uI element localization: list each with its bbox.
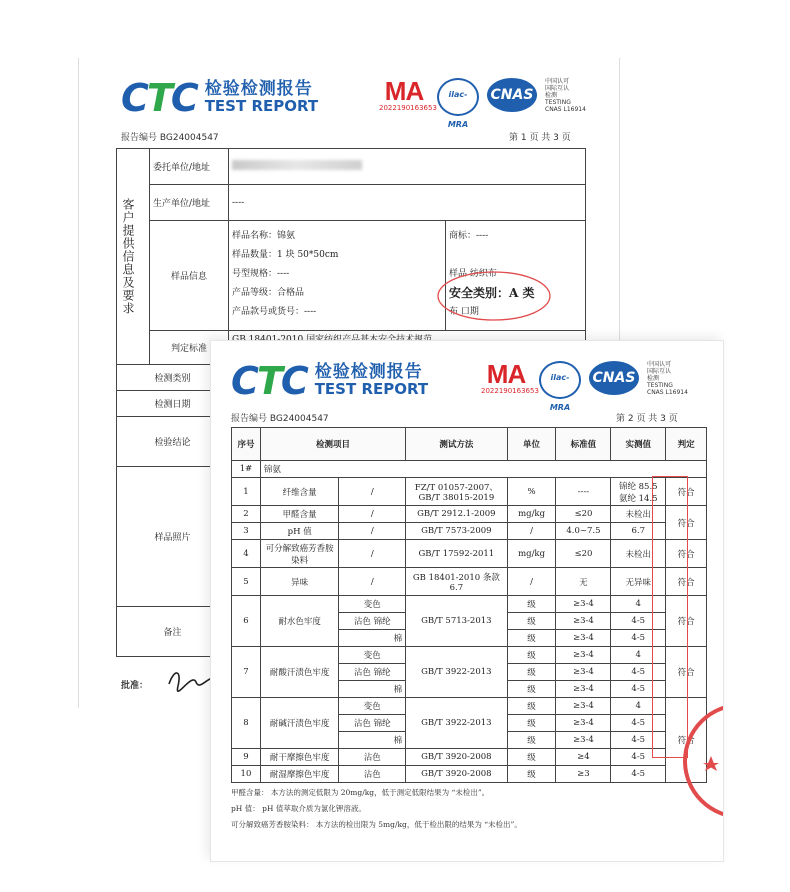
cell-val: 4 — [611, 698, 666, 715]
cell-method: GB/T 3920-2008 — [406, 766, 508, 783]
table-row — [232, 766, 707, 783]
cnas-note-line: 中国认可 — [647, 361, 672, 368]
approver-label: 批准： — [121, 681, 149, 691]
cell-method: GB 18401-2010 条款 6.7 — [406, 568, 508, 596]
nylon-label: 锦纶 — [373, 719, 391, 729]
photo-label: 样品照片 — [117, 467, 229, 607]
cell-std: ≥3-4 — [556, 715, 611, 732]
cell-val: 4-5 — [611, 749, 666, 766]
sample-grade: 产品等级：合格品 — [232, 288, 305, 298]
sample-category-partial: 样品 纺织布 — [449, 269, 497, 279]
cell-unit: 级 — [507, 698, 556, 715]
cell-method: FZ/T 01057-2007、GB/T 38015-2019 — [406, 478, 508, 506]
cnas-note-line: CNAS L16914 — [647, 389, 688, 396]
sample-style-no: 产品款号或货号：---- — [232, 307, 317, 317]
cnas-note-line: CNAS L16914 — [545, 106, 586, 113]
cell-item: 甲醛含量 — [260, 506, 339, 523]
cell-std: ≥3-4 — [556, 698, 611, 715]
cell-verdict: 符合 — [666, 698, 707, 783]
cell-std: ---- — [556, 478, 611, 506]
ilac-badge: ilac-MRA — [437, 78, 479, 116]
col-method: 测试方法 — [406, 428, 508, 461]
stain-label: 沾色 — [353, 617, 371, 627]
ilac-badge: ilac-MRA — [539, 361, 581, 399]
title-en: TEST REPORT — [314, 380, 429, 399]
cell-method: GB/T 3920-2008 — [406, 749, 508, 766]
cell-std: ≥4 — [556, 749, 611, 766]
cnas-note-line: TESTING — [545, 99, 571, 106]
col-val: 实测值 — [611, 428, 666, 461]
cell-item: 耐湿摩擦色牢度 — [260, 766, 339, 783]
cell-std: ≤20 — [556, 540, 611, 568]
cell-no: 6 — [232, 596, 261, 647]
test-results-table — [231, 427, 707, 783]
table-row — [232, 749, 707, 766]
sample-qty: 样品数量：1 块 50*50cm — [232, 250, 339, 260]
cell-std: ≥3-4 — [556, 647, 611, 664]
accreditation-badges — [379, 76, 586, 129]
cell-method: GB/T 7573-2009 — [406, 523, 508, 540]
sample-model: 号型规格：---- — [232, 269, 290, 279]
cell-unit: 级 — [507, 749, 556, 766]
cell-verdict: 符合 — [666, 647, 707, 698]
cell-std: ≥3-4 — [556, 664, 611, 681]
cell-sub: / — [339, 523, 406, 540]
test-type-label: 检测类别 — [117, 365, 229, 391]
cell-item: 耐碱汗渍色牢度 — [260, 698, 339, 749]
cell-sub: / — [339, 506, 406, 523]
cell-verdict: 符合 — [666, 478, 707, 506]
cell-sub: 变色 — [339, 647, 406, 664]
cell-val: 6.7 — [611, 523, 666, 540]
cnas-note-line: 国际互认 — [545, 85, 570, 92]
cma-badge — [481, 359, 539, 395]
cma-mark: MA — [384, 76, 424, 106]
table-row — [232, 596, 707, 613]
cnas-note-line: 检测 — [545, 92, 558, 99]
cell-val: 4 — [611, 596, 666, 613]
cell-unit: 级 — [507, 613, 556, 630]
ctc-logo-mark: CTC — [121, 76, 197, 120]
cell-verdict: 符合 — [666, 506, 707, 540]
sample-info-left — [229, 221, 446, 331]
fabric-partial: 布 口期 — [449, 307, 479, 317]
cell-sub: 变色 — [339, 698, 406, 715]
table-row — [232, 540, 707, 568]
cell-sub: / — [339, 568, 406, 596]
col-std: 标准值 — [556, 428, 611, 461]
test-date-label: 检测日期 — [117, 391, 229, 417]
cell-unit: / — [507, 568, 556, 596]
cell-verdict: 符合 — [666, 596, 707, 647]
cnas-note-line: 检测 — [647, 375, 660, 382]
cell-item: 耐水色牢度 — [260, 596, 339, 647]
cnas-note-line: 中国认可 — [545, 78, 570, 85]
accreditation-badges — [481, 359, 688, 412]
cell-item: pH 值 — [260, 523, 339, 540]
cell-unit: 级 — [507, 664, 556, 681]
cell-no: 5 — [232, 568, 261, 596]
col-no: 序号 — [232, 428, 261, 461]
cell-method: GB/T 3922-2013 — [406, 698, 508, 749]
page-info: 第 2 页 共 3 页 — [616, 414, 678, 424]
cell-verdict: 符合 — [666, 568, 707, 596]
cnas-note-line: TESTING — [647, 382, 673, 389]
cnas-badge: CNAS — [589, 361, 639, 395]
cell-unit: % — [507, 478, 556, 506]
cell-item: 纤维含量 — [260, 478, 339, 506]
safety-category: 安全类别：A 类 — [449, 286, 535, 300]
redacted-block — [232, 160, 362, 170]
cell-std: ≥3-4 — [556, 596, 611, 613]
table-row — [232, 523, 707, 540]
cell-method: GB/T 5713-2013 — [406, 596, 508, 647]
cell-val: 4-5 — [611, 732, 666, 749]
cell-unit: mg/kg — [507, 540, 556, 568]
report-page-2 — [210, 340, 724, 862]
red-seal-stamp-icon — [681, 701, 723, 821]
cell-unit: 级 — [507, 766, 556, 783]
cell-unit: / — [507, 523, 556, 540]
cell-val: 4-5 — [611, 630, 666, 647]
title-en: TEST REPORT — [204, 97, 319, 116]
cell-val: 4-5 — [611, 613, 666, 630]
cell-std: ≥3 — [556, 766, 611, 783]
stain-cell — [339, 664, 406, 681]
section-label: 客户提供信息及要求 — [121, 198, 135, 315]
cell-val: 4-5 — [611, 681, 666, 698]
stain-cell — [339, 613, 406, 630]
producer-label: 生产单位/地址 — [150, 185, 229, 221]
table-row — [232, 568, 707, 596]
report-number: 报告编号 BG24004547 — [231, 414, 329, 424]
cell-unit: 级 — [507, 732, 556, 749]
cell-unit: 级 — [507, 715, 556, 732]
cell-unit: mg/kg — [507, 506, 556, 523]
cell-no: 3 — [232, 523, 261, 540]
col-unit: 单位 — [507, 428, 556, 461]
cell-item: 可分解致癌芳香胺染料 — [260, 540, 339, 568]
remark-label: 备注 — [117, 607, 229, 657]
cell-sub: 沾色 — [339, 749, 406, 766]
group-name: 锦氨 — [260, 461, 706, 478]
cell-std: ≥3-4 — [556, 630, 611, 647]
cell-no: 4 — [232, 540, 261, 568]
cell-unit: 级 — [507, 647, 556, 664]
cell-sub: 变色 — [339, 596, 406, 613]
cell-std: 无 — [556, 568, 611, 596]
title-cn: 检验检测报告 — [314, 362, 423, 383]
cell-method: GB/T 3922-2013 — [406, 647, 508, 698]
cell-sub: 沾色 — [339, 766, 406, 783]
cotton-label: 棉 — [339, 681, 406, 698]
standard-label: 判定标准 — [150, 331, 229, 365]
title-cn: 检验检测报告 — [204, 79, 313, 100]
cma-number: 2022190163653 — [379, 104, 437, 112]
cotton-label: 棉 — [339, 732, 406, 749]
cell-method: GB/T 17592-2011 — [406, 540, 508, 568]
table-row — [232, 478, 707, 506]
cma-mark: MA — [486, 359, 526, 389]
cell-val: 未检出 — [611, 506, 666, 523]
sample-label: 样品信息 — [150, 221, 229, 331]
cell-no: 8 — [232, 698, 261, 749]
red-ellipse-annotation — [434, 268, 554, 324]
cell-std: ≥3-4 — [556, 732, 611, 749]
cell-std: ≥3-4 — [556, 681, 611, 698]
note-formaldehyde: 甲醛含量： 本方法的测定低限为 20mg/kg，低于测定低限结果为 “未检出”。 — [231, 788, 490, 797]
note-amine: 可分解致癌芳香胺染料： 本方法的检出限为 5mg/kg，低于检出限的结果为 “未检出”。 — [231, 820, 522, 829]
cell-unit: 级 — [507, 681, 556, 698]
col-verdict: 判定 — [666, 428, 707, 461]
cnas-note — [545, 78, 586, 113]
cell-val: 4-5 — [611, 766, 666, 783]
nylon-label: 锦纶 — [373, 668, 391, 678]
client-label: 委托单位/地址 — [150, 149, 229, 185]
table-row — [232, 698, 707, 715]
stain-cell — [339, 715, 406, 732]
cnas-badge: CNAS — [487, 78, 537, 112]
sample-name: 样品名称：锦氨 — [232, 231, 296, 241]
cell-method: GB/T 2912.1-2009 — [406, 506, 508, 523]
cell-val: 锦纶 85.5 氨纶 14.5 — [611, 478, 666, 506]
cell-val: 4-5 — [611, 715, 666, 732]
table-row — [232, 647, 707, 664]
cma-badge — [379, 76, 437, 112]
cell-std: ≥3-4 — [556, 613, 611, 630]
producer-value: ---- — [229, 185, 586, 221]
cnas-note-line: 国际互认 — [647, 368, 672, 375]
cell-item: 耐干摩擦色牢度 — [260, 749, 339, 766]
col-item: 检测项目 — [260, 428, 405, 461]
cell-val: 无异味 — [611, 568, 666, 596]
client-value — [229, 149, 586, 185]
cell-std: ≤20 — [556, 506, 611, 523]
cell-val: 未检出 — [611, 540, 666, 568]
ctc-logo-mark: CTC — [231, 359, 307, 403]
cell-sub: / — [339, 478, 406, 506]
cma-number: 2022190163653 — [481, 387, 539, 395]
ctc-logo — [231, 359, 428, 403]
trademark: 商标：---- — [449, 231, 489, 241]
cell-val: 4 — [611, 647, 666, 664]
cell-val: 4-5 — [611, 664, 666, 681]
cell-no: 10 — [232, 766, 261, 783]
stain-label: 沾色 — [353, 719, 371, 729]
cnas-note — [647, 361, 688, 396]
cell-unit: 级 — [507, 596, 556, 613]
cell-no: 9 — [232, 749, 261, 766]
stain-label: 沾色 — [353, 668, 371, 678]
table-row — [232, 506, 707, 523]
page-info: 第 1 页 共 3 页 — [509, 133, 571, 143]
nylon-label: 锦纶 — [373, 617, 391, 627]
conclusion-label: 检验结论 — [117, 417, 229, 467]
cell-item: 异味 — [260, 568, 339, 596]
cell-verdict: 符合 — [666, 540, 707, 568]
group-no: 1# — [232, 461, 261, 478]
note-ph: pH 值： pH 值萃取介质为氯化钾溶液。 — [231, 804, 366, 813]
ctc-logo — [121, 76, 318, 120]
cell-no: 2 — [232, 506, 261, 523]
cell-unit: 级 — [507, 630, 556, 647]
cotton-label: 棉 — [339, 630, 406, 647]
cell-no: 1 — [232, 478, 261, 506]
report-number: 报告编号 BG24004547 — [121, 133, 219, 143]
cell-sub: / — [339, 540, 406, 568]
section-label-cell — [117, 149, 150, 365]
cell-no: 7 — [232, 647, 261, 698]
cell-item: 耐酸汗渍色牢度 — [260, 647, 339, 698]
cell-std: 4.0~7.5 — [556, 523, 611, 540]
